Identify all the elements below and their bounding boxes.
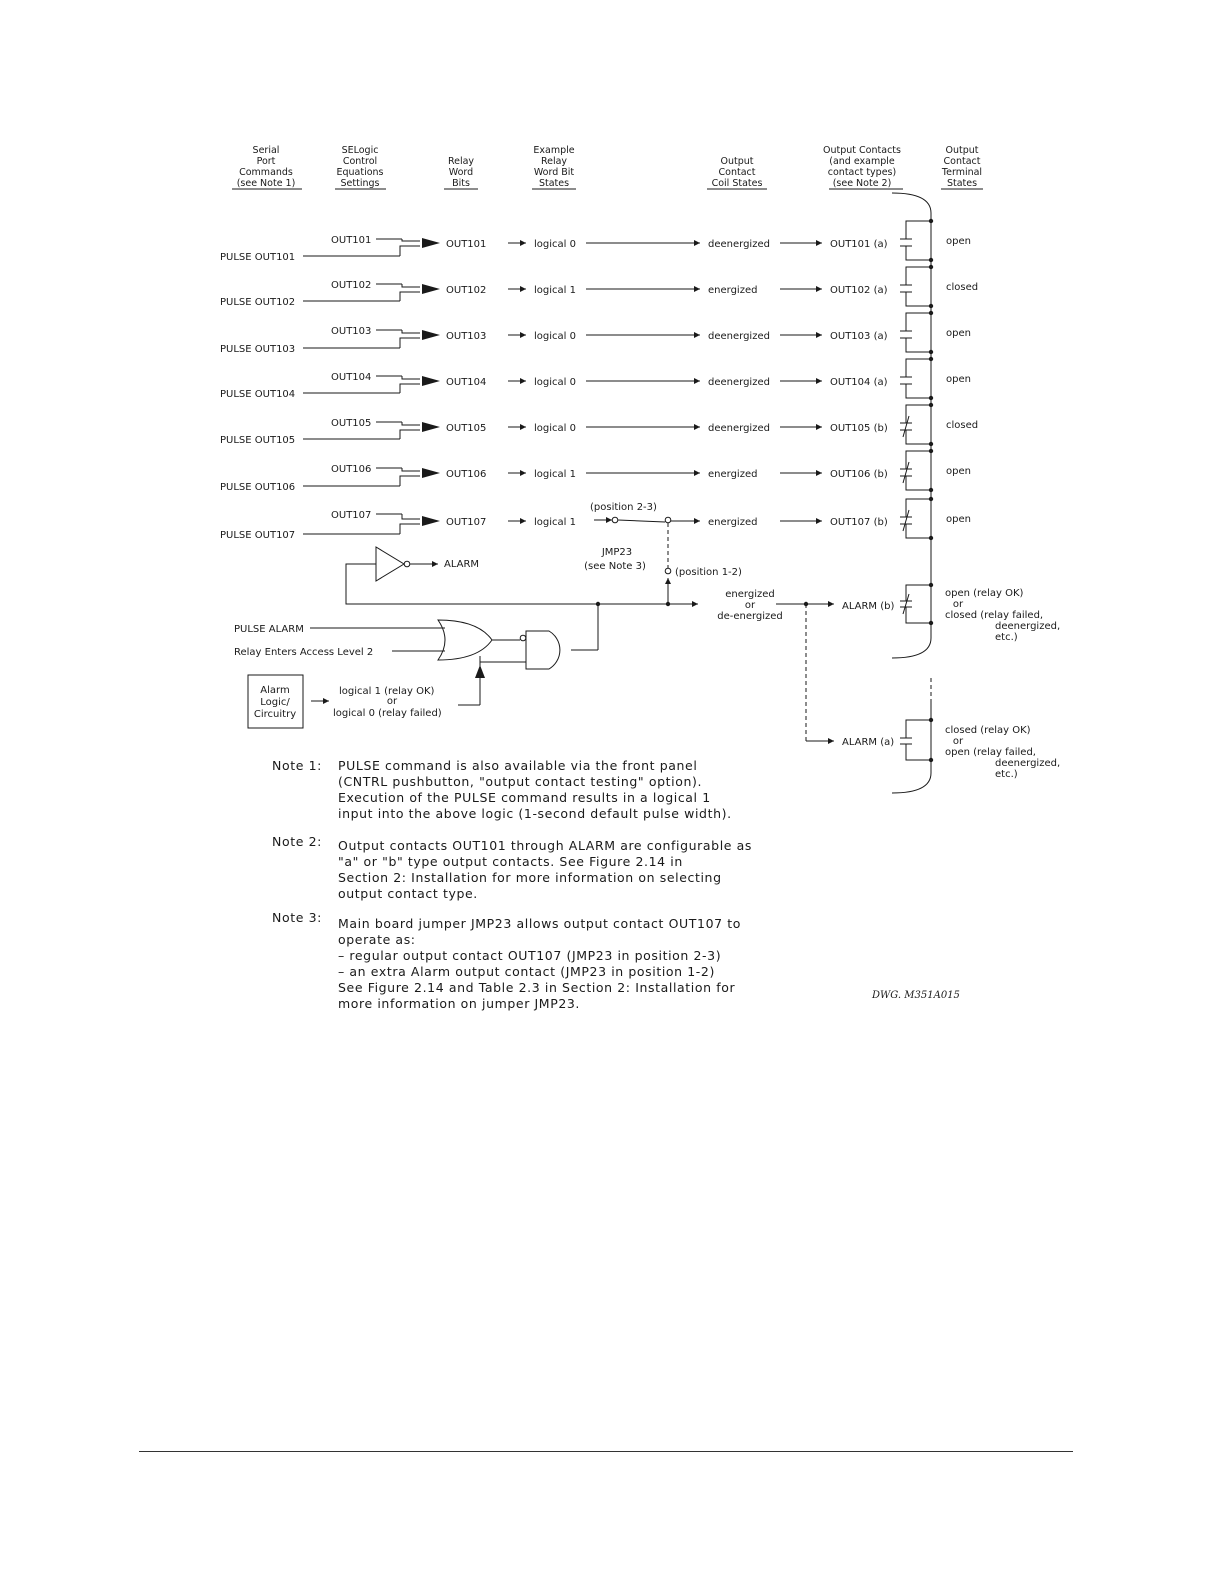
relay-word-bit: OUT105 xyxy=(446,423,487,434)
output-row xyxy=(220,357,971,400)
alarm-logic xyxy=(234,602,698,705)
header-selogic-3: Equations xyxy=(336,167,384,178)
terminal-strip-lower xyxy=(892,678,931,793)
header-relay-word-1: Relay xyxy=(447,156,475,167)
terminal-state: open xyxy=(946,328,971,339)
output-contact-label: OUT103 (a) xyxy=(830,331,888,342)
header-example-3: Word Bit xyxy=(533,167,575,178)
note-2-line-2: "a" or "b" type output contacts. See Figure 2.14 in xyxy=(338,854,683,869)
alarm-box-line-2: Logic/ xyxy=(260,697,290,708)
alarm-coil-3: de-energized xyxy=(717,611,783,622)
note-2-line-3: Section 2: Installation for more information on selecting xyxy=(338,870,722,885)
pulse-command-label: PULSE OUT102 xyxy=(220,297,296,308)
note-3-label: Note 3: xyxy=(272,910,322,925)
note-1-line-2: (CNTRL pushbutton, "output contact testing" option). xyxy=(338,774,703,789)
alarm-terminal-b-1: open (relay OK) xyxy=(945,588,1024,599)
jumper-note: (see Note 3) xyxy=(584,561,646,572)
note-3-line-1: Main board jumper JMP23 allows output contact OUT107 to xyxy=(338,916,742,931)
alarm-inverter xyxy=(346,547,598,604)
relay-word-bit: OUT103 xyxy=(446,331,487,342)
coil-state: deenergized xyxy=(708,423,770,434)
output-contact-label: OUT101 (a) xyxy=(830,239,888,250)
alarm-coil-1: energized xyxy=(725,589,775,600)
alarm-terminal-b-5: etc.) xyxy=(995,632,1018,643)
pulse-command-label: PULSE OUT103 xyxy=(220,344,296,355)
header-contacts-3: contact types) xyxy=(827,167,897,178)
header-terminal-4: States xyxy=(946,178,978,189)
terminal-state: open xyxy=(946,466,971,477)
output-row xyxy=(220,265,978,308)
coil-state: deenergized xyxy=(708,239,770,250)
selogic-setting-label: OUT105 xyxy=(331,418,372,429)
header-serial-1: Serial xyxy=(252,145,280,156)
selogic-setting-label: OUT106 xyxy=(331,464,372,475)
header-selogic-1: SELogic xyxy=(341,145,379,156)
header-contacts-4: (see Note 2) xyxy=(832,178,892,189)
alarm-terminal-b-3: closed (relay failed, xyxy=(945,610,1044,621)
coil-state: deenergized xyxy=(708,331,770,342)
coil-state: deenergized xyxy=(708,377,770,388)
relay-word-bit-state: logical 0 xyxy=(534,423,576,434)
relay-word-bit-state: logical 1 xyxy=(534,517,576,528)
output-contact-label: OUT104 (a) xyxy=(830,377,888,388)
terminal-state: closed xyxy=(946,282,979,293)
header-terminal-3: Terminal xyxy=(941,167,983,178)
alarm-terminal-a-3: open (relay failed, xyxy=(945,747,1036,758)
relay-word-bit: OUT101 xyxy=(446,239,487,250)
terminal-state: open xyxy=(946,236,971,247)
note-3-line-4: – an extra Alarm output contact (JMP23 in position 1-2) xyxy=(338,964,715,979)
relay-word-bit-state: logical 1 xyxy=(534,285,576,296)
jumper-position-2-3: (position 2-3) xyxy=(590,502,657,513)
pulse-command-label: PULSE OUT105 xyxy=(220,435,296,446)
alarm-box-line-1: Alarm xyxy=(260,685,290,696)
header-example-2: Relay xyxy=(540,156,568,167)
pulse-command-label: PULSE OUT106 xyxy=(220,482,296,493)
alarm-logic-out-2: or xyxy=(386,696,398,707)
header-relay-word-3: Bits xyxy=(452,178,470,189)
alarm-terminal-b-2: or xyxy=(952,599,964,610)
note-1-line-3: Execution of the PULSE command results in a logical 1 xyxy=(338,790,711,805)
header-serial-2: Port xyxy=(256,156,276,167)
output-row xyxy=(220,449,971,493)
alarm-terminal-a-2: or xyxy=(952,736,964,747)
output-row xyxy=(220,311,971,355)
selogic-setting-label: OUT101 xyxy=(331,235,372,246)
coil-state: energized xyxy=(708,517,758,528)
note-1-line-4: input into the above logic (1-second default pulse width). xyxy=(338,806,732,821)
note-1-line-1: PULSE command is also available via the front panel xyxy=(338,758,698,773)
alarm-logic-out-1: logical 1 (relay OK) xyxy=(339,686,435,697)
note-3-line-5: See Figure 2.14 and Table 2.3 in Section 2: Installation for xyxy=(338,980,736,995)
and-gate xyxy=(526,631,560,669)
alarm-contacts xyxy=(717,583,1060,780)
alarm-coil-2: or xyxy=(744,600,756,611)
pulse-command-label: PULSE OUT104 xyxy=(220,389,296,400)
selogic-setting-label: OUT103 xyxy=(331,326,372,337)
note-2-line-1: Output contacts OUT101 through ALARM are configurable as xyxy=(338,838,753,853)
alarm-terminal-b-4: deenergized, xyxy=(995,621,1061,632)
column-headers xyxy=(232,145,983,189)
header-serial-4: (see Note 1) xyxy=(236,178,296,189)
coil-state: energized xyxy=(708,469,758,480)
output-row xyxy=(220,219,971,263)
output-contact-label: OUT102 (a) xyxy=(830,285,888,296)
header-contacts-1: Output Contacts xyxy=(823,145,901,156)
terminal-state: closed xyxy=(946,420,979,431)
footer-rule xyxy=(139,1451,1073,1452)
relay-word-bit: OUT102 xyxy=(446,285,487,296)
jumper-position-1-2: (position 1-2) xyxy=(675,567,742,578)
note-3-line-3: – regular output contact OUT107 (JMP23 in position 2-3) xyxy=(338,948,722,963)
pulse-command-label: PULSE OUT101 xyxy=(220,252,296,263)
note-3-line-2: operate as: xyxy=(338,932,416,947)
terminal-strip-upper xyxy=(892,193,931,658)
relay-word-bit: OUT106 xyxy=(446,469,487,480)
drawing-number: DWG. M351A015 xyxy=(872,990,960,1001)
header-coil-1: Output xyxy=(720,156,754,167)
header-selogic-2: Control xyxy=(342,156,378,167)
header-terminal-1: Output xyxy=(945,145,979,156)
alarm-logic-out-3: logical 0 (relay failed) xyxy=(333,708,442,719)
note-1-label: Note 1: xyxy=(272,758,322,773)
relay-word-bit: OUT107 xyxy=(446,517,487,528)
header-example-1: Example xyxy=(533,145,575,156)
relay-word-bit-state: logical 0 xyxy=(534,377,576,388)
terminal-state: open xyxy=(946,514,971,525)
pulse-command-label: PULSE OUT107 xyxy=(220,530,296,541)
header-terminal-2: Contact xyxy=(943,156,981,167)
alarm-terminal-a-1: closed (relay OK) xyxy=(945,725,1031,736)
output-contact-label: OUT106 (b) xyxy=(830,469,888,480)
alarm-terminal-a-4: deenergized, xyxy=(995,758,1061,769)
selogic-setting-label: OUT102 xyxy=(331,280,372,291)
header-relay-word-2: Word xyxy=(448,167,474,178)
header-example-4: States xyxy=(538,178,570,189)
output-contact-label: OUT105 (b) xyxy=(830,423,888,434)
relay-word-bit-state: logical 0 xyxy=(534,239,576,250)
inverter-alarm-label: ALARM xyxy=(444,559,480,570)
alarm-box-line-3: Circuitry xyxy=(253,709,297,720)
pulse-alarm-label: PULSE ALARM xyxy=(234,624,304,635)
relay-word-bit-state: logical 1 xyxy=(534,469,576,480)
note-3-line-6: more information on jumper JMP23. xyxy=(338,996,581,1011)
output-contact-label: OUT107 (b) xyxy=(830,517,888,528)
output-row xyxy=(220,403,978,446)
coil-state: energized xyxy=(708,285,758,296)
selogic-setting-label: OUT107 xyxy=(331,510,372,521)
note-2-label: Note 2: xyxy=(272,834,322,849)
alarm-terminal-a-5: etc.) xyxy=(995,769,1018,780)
jumper-name: JMP23 xyxy=(601,547,633,558)
selogic-setting-label: OUT104 xyxy=(331,372,372,383)
notes xyxy=(272,758,752,1011)
alarm-logic-circuitry xyxy=(248,675,480,728)
header-selogic-4: Settings xyxy=(340,178,380,189)
relay-word-bit: OUT104 xyxy=(446,377,487,388)
output-rows xyxy=(220,219,978,541)
terminal-state: open xyxy=(946,374,971,385)
header-coil-3: Coil States xyxy=(711,178,763,189)
alarm-contact-b: ALARM (b) xyxy=(842,601,895,612)
header-serial-3: Commands xyxy=(239,167,293,178)
alarm-contact-a: ALARM (a) xyxy=(842,737,895,748)
or-gate xyxy=(438,620,492,660)
note-2-line-4: output contact type. xyxy=(338,886,478,901)
relay-word-bit-state: logical 0 xyxy=(534,331,576,342)
header-contacts-2: (and example xyxy=(829,156,895,167)
header-coil-2: Contact xyxy=(718,167,756,178)
access-level-label: Relay Enters Access Level 2 xyxy=(234,647,374,658)
